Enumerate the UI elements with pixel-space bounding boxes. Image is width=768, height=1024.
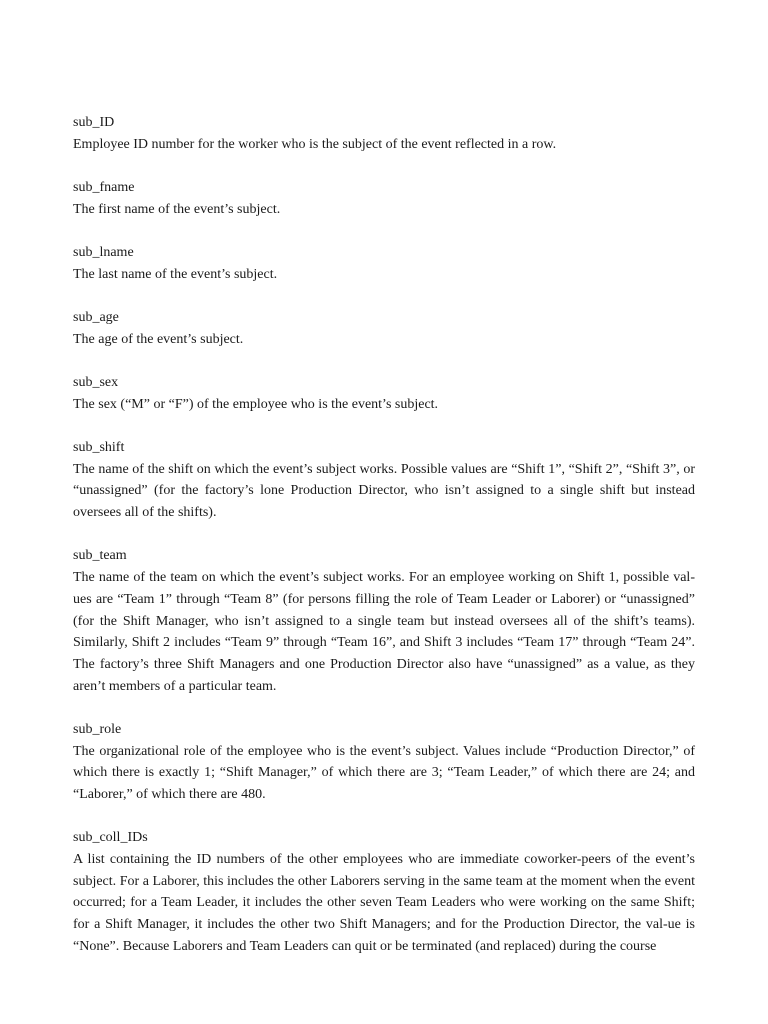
field-definition: The name of the shift on which the event’s subject works. Possible values are “Shift 1”, “Shift 2”, “Shift 3”, or “unassigned” (for the factory’s lone Production Director, who isn’t assigned to a single shift but instead oversees all of the shifts). xyxy=(73,461,695,521)
document-page xyxy=(73,112,695,979)
field-term: sub_ID xyxy=(73,115,115,130)
field-entry-sub-role xyxy=(73,719,695,806)
field-definition: A list containing the ID numbers of the other employees who are immediate coworker-peers of the event’s subject. For a Laborer, this includes the other Laborers serving in the same team at the moment when the event occurred; for a Team Leader, it includes the other seven Team Leaders who were working on the same Shift; for a Shift Manager, it includes the other two Shift Managers; and for the Production Director, the val-ue is “None”. Because Laborers and Team Leaders can quit or be terminated (and replaced) during the course xyxy=(73,852,695,954)
field-entry-sub-coll-ids xyxy=(73,827,695,957)
field-entry-sub-team xyxy=(73,545,695,697)
field-definition: Employee ID number for the worker who is the subject of the event reflected in a row. xyxy=(73,136,557,152)
field-entry-sub-age xyxy=(73,307,695,350)
field-term: sub_lname xyxy=(73,245,134,260)
field-term: sub_team xyxy=(73,548,127,564)
field-entry-sub-id xyxy=(73,112,695,155)
field-term: sub_role xyxy=(73,721,122,737)
field-term: sub_coll_IDs xyxy=(73,830,148,846)
field-term: sub_sex xyxy=(73,375,119,390)
field-term: sub_shift xyxy=(73,440,125,455)
field-entry-sub-sex xyxy=(73,372,695,415)
field-definition: The first name of the event’s subject. xyxy=(73,201,281,217)
field-definition: The sex (“M” or “F”) of the employee who is the event’s subject. xyxy=(73,396,439,412)
field-definition: The organizational role of the employee who is the event’s subject. Values include “Production Director,” of which there is exactly 1; “Shift Manager,” of which there are 3; “Team Leader,” of which there are 24; and “Laborer,” of which there are 480. xyxy=(73,743,695,803)
field-entry-sub-shift xyxy=(73,437,695,524)
field-term: sub_age xyxy=(73,310,119,325)
field-entry-sub-fname xyxy=(73,177,695,220)
field-definition: The last name of the event’s subject. xyxy=(73,266,278,282)
field-definition: The name of the team on which the event’s subject works. For an employee working on Shift 1, possible val-ues are “Team 1” through “Team 8” (for persons filling the role of Team Leader or Laborer) or “unassigned” (for the Shift Manager, who isn’t assigned to a single team but instead oversees all of the shift’s teams). Similarly, Shift 2 includes “Team 9” through “Team 16”, and Shift 3 includes “Team 17” through “Team 24”. The factory’s three Shift Managers and one Production Director also have “unassigned” as a value, as they aren’t members of a particular team. xyxy=(73,570,695,694)
field-entry-sub-lname xyxy=(73,242,695,285)
field-term: sub_fname xyxy=(73,180,135,195)
field-definition: The age of the event’s subject. xyxy=(73,331,244,347)
